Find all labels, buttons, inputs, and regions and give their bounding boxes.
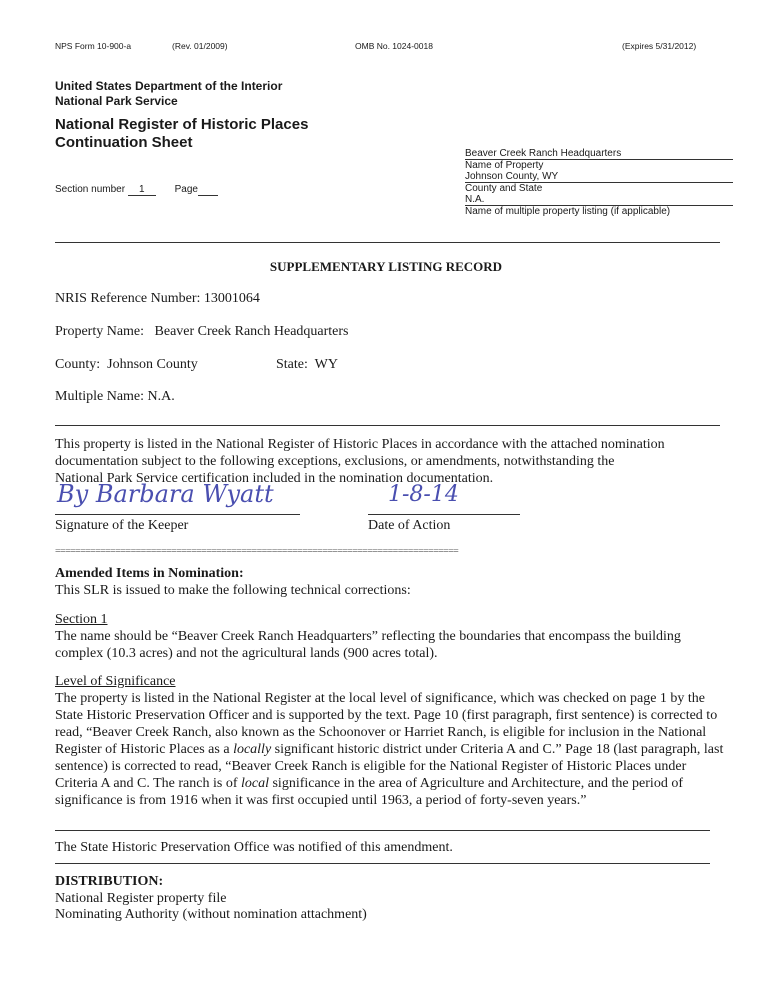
section-1-text: The name should be “Beaver Creek Ranch Headquarters” reflecting the boundaries that encompass the building complex (10.3 acres) and not the agricultural lands (900 acres total).: [55, 629, 681, 661]
state-line: [276, 356, 338, 373]
text: significance in the area of Agriculture and Architecture, and the period of significance is from 1916 when it was first occupied until 1963, a period of forty-seven years.”: [55, 776, 683, 808]
amended-intro: This SLR is issued to make the following technical corrections:: [55, 583, 411, 598]
omb-number: OMB No. 1024-0018: [355, 41, 433, 51]
form-revision: (Rev. 01/2009): [172, 41, 228, 51]
form-expiration: (Expires 5/31/2012): [622, 41, 697, 51]
multiple-listing-label: Name of multiple property listing (if applicable): [465, 206, 671, 217]
date-line: [368, 484, 520, 515]
value: N.A.: [147, 389, 175, 404]
section-1-title: Section 1: [55, 612, 108, 627]
label: Multiple Name:: [55, 389, 145, 404]
emphasis: locally: [233, 742, 272, 757]
text: significant historic district under Criteria A and C.” Page 18 (last paragraph, last sentence) is corrected to read, “Beaver Creek Ranch is eligible for the National Register of Historic Places under Criteria A and C. The ranch is of: [55, 742, 724, 791]
action-date: 1-8-14: [388, 482, 459, 507]
county-line: [55, 356, 198, 373]
date-label: Date of Action: [368, 518, 451, 533]
emphasis: local: [240, 776, 269, 791]
property-block: [465, 148, 733, 217]
department: United States Department of the Interior: [55, 79, 283, 93]
multiple-listing: N.A.: [465, 194, 733, 206]
value: Johnson County: [107, 357, 198, 372]
section-label: Section number: [55, 184, 126, 195]
divider: [55, 425, 720, 426]
divider: [55, 242, 720, 243]
title-line-2: Continuation Sheet: [55, 134, 193, 151]
amended-heading: Amended Items in Nomination:: [55, 566, 244, 581]
nris-number: NRIS Reference Number: 13001064: [55, 291, 260, 306]
multiple-name-line: [55, 388, 175, 405]
section-number: [55, 184, 218, 196]
property-name-label: Name of Property: [465, 160, 544, 171]
record-heading: SUPPLEMENTARY LISTING RECORD: [269, 259, 503, 274]
signature-line: [55, 480, 300, 515]
value: Beaver Creek Ranch Headquarters: [154, 324, 349, 339]
service: National Park Service: [55, 94, 178, 108]
section-value: 1: [128, 184, 156, 196]
page-label: Page: [174, 184, 198, 195]
divider: [55, 863, 710, 864]
label: State:: [276, 357, 308, 372]
property-name-line: [55, 323, 349, 340]
distribution-heading: DISTRIBUTION:: [55, 874, 164, 889]
label: Property Name:: [55, 324, 145, 339]
divider: [55, 830, 710, 831]
level-text: [55, 690, 727, 809]
listing-statement: This property is listed in the National Register of Historic Places in accordance with the attached nomination documentation subject to the following exceptions, exclusions, or amendments, notwithstanding the National Park Service certification included in the nomination documentation.: [55, 437, 665, 486]
property-name: Beaver Creek Ranch Headquarters: [465, 148, 733, 160]
notice: The State Historic Preservation Office was notified of this amendment.: [55, 840, 453, 855]
agency: [55, 79, 282, 109]
county-state-label: County and State: [465, 183, 543, 194]
signature-label: Signature of the Keeper: [55, 518, 189, 533]
label: County:: [55, 357, 101, 372]
distribution-item: National Register property file: [55, 891, 227, 906]
value: WY: [314, 357, 338, 372]
county-state: Johnson County, WY: [465, 171, 733, 183]
title-line-1: National Register of Historic Places: [55, 116, 309, 133]
distribution-item: Nominating Authority (without nomination attachment): [55, 907, 367, 922]
double-separator: ================================================================================: [55, 546, 459, 557]
level-title: Level of Significance: [55, 674, 176, 689]
form-number: NPS Form 10-900-a: [55, 41, 132, 51]
page-title: [55, 116, 308, 152]
text: The property is listed in the National Register at the local level of significance, which was checked on page 1 by the State Historic Preservation Officer and is supported by the text. Page 10 (first paragraph, first sentence) is corrected to read, “Beaver Creek Ranch, also known as the Schoonover or Harriet Ranch, is eligible for inclusion in the National Register of Historic Places as a: [55, 691, 718, 757]
keeper-signature: By Barbara Wyatt: [57, 480, 274, 508]
